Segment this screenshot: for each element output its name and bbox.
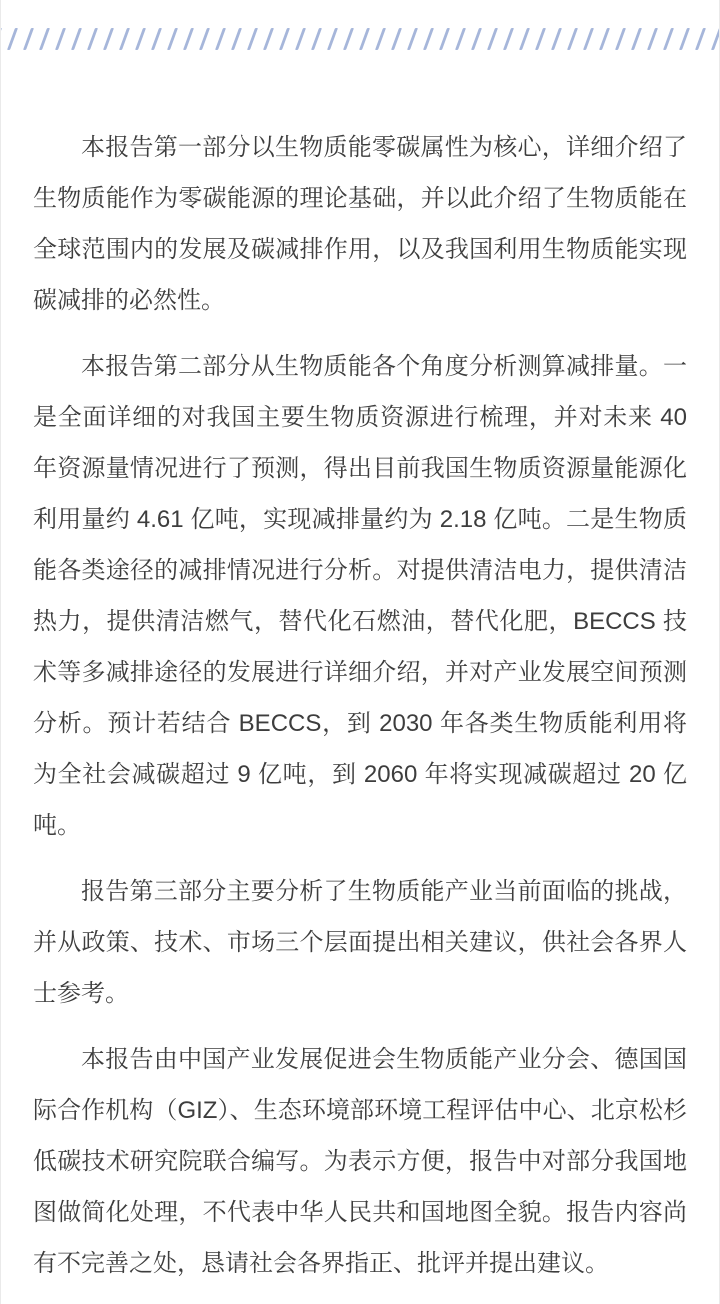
slash-icon bbox=[199, 28, 210, 50]
slash-icon bbox=[87, 28, 98, 50]
slash-icon bbox=[583, 28, 594, 50]
slash-icon bbox=[279, 28, 290, 50]
slash-icon bbox=[343, 28, 354, 50]
slash-icon bbox=[311, 28, 322, 50]
slash-icon bbox=[391, 28, 402, 50]
slash-icon bbox=[183, 28, 194, 50]
slash-icon bbox=[215, 28, 226, 50]
slash-icon bbox=[487, 28, 498, 50]
slash-icon bbox=[647, 28, 658, 50]
slash-icon bbox=[151, 28, 162, 50]
slash-icon bbox=[119, 28, 130, 50]
paragraph-report-credits: 本报告由中国产业发展促进会生物质能产业分会、德国国际合作机构（GIZ）、生态环境部环境工程评估中心、北京松杉低碳技术研究院联合编写。为表示方便，报告中对部分我国地图做简化处理，不代表中华人民共和国地图全貌。报告内容尚有不完善之处，恳请社会各界指正、批评并提出建议。 bbox=[33, 1046, 687, 1277]
slash-icon bbox=[103, 28, 114, 50]
slash-icon bbox=[567, 28, 578, 50]
report-foreword-text bbox=[1, 122, 719, 1289]
slash-icon bbox=[711, 28, 720, 50]
slash-icon bbox=[695, 28, 706, 50]
slash-icon bbox=[407, 28, 418, 50]
slash-icon bbox=[615, 28, 626, 50]
slash-icon bbox=[535, 28, 546, 50]
slash-icon bbox=[471, 28, 482, 50]
slash-icon bbox=[439, 28, 450, 50]
slash-icon bbox=[359, 28, 370, 50]
slash-icon bbox=[663, 28, 674, 50]
paragraph-report-part2: 本报告第二部分从生物质能各个角度分析测算减排量。一是全面详细的对我国主要生物质资源进行梳理，并对未来 40 年资源量情况进行了预测，得出目前我国生物质资源量能源化利用量约 4.61 亿吨，实现减排量约为 2.18 亿吨。二是生物质能各类途径的减排情况进行分析。对提供清洁电力，提供清洁热力，提供清洁燃气，替代化石燃油，替代化肥，BECCS 技术等多减排途径的发展进行详细介绍，并对产业发展空间预测分析。预计若结合 BECCS，到 2030 年各类生物质能利用将为全社会减碳超过 9 亿吨，到 2060 年将实现减碳超过 20 亿吨。 bbox=[33, 353, 687, 839]
slash-icon bbox=[7, 28, 18, 50]
slash-icon bbox=[599, 28, 610, 50]
slash-icon bbox=[167, 28, 178, 50]
slash-icon bbox=[327, 28, 338, 50]
slash-icon bbox=[247, 28, 258, 50]
slash-icon bbox=[263, 28, 274, 50]
slash-icon bbox=[631, 28, 642, 50]
slash-icon bbox=[679, 28, 690, 50]
slash-icon bbox=[55, 28, 66, 50]
paragraph-report-part3: 报告第三部分主要分析了生物质能产业当前面临的挑战，并从政策、技术、市场三个层面提出相关建议，供社会各界人士参考。 bbox=[33, 878, 687, 1007]
slash-icon bbox=[135, 28, 146, 50]
slash-icon bbox=[503, 28, 514, 50]
slash-icon bbox=[231, 28, 242, 50]
slash-icon bbox=[519, 28, 530, 50]
slash-icon bbox=[375, 28, 386, 50]
slash-icon bbox=[551, 28, 562, 50]
slash-icon bbox=[455, 28, 466, 50]
slash-icon bbox=[71, 28, 82, 50]
paragraph-report-part1: 本报告第一部分以生物质能零碳属性为核心，详细介绍了生物质能作为零碳能源的理论基础，并以此介绍了生物质能在全球范围内的发展及碳减排作用，以及我国利用生物质能实现碳减排的必然性。 bbox=[33, 134, 687, 314]
slash-divider bbox=[0, 28, 720, 50]
slash-icon bbox=[0, 28, 2, 50]
slash-icon bbox=[295, 28, 306, 50]
slash-icon bbox=[423, 28, 434, 50]
slash-icon bbox=[39, 28, 50, 50]
slash-icon bbox=[23, 28, 34, 50]
